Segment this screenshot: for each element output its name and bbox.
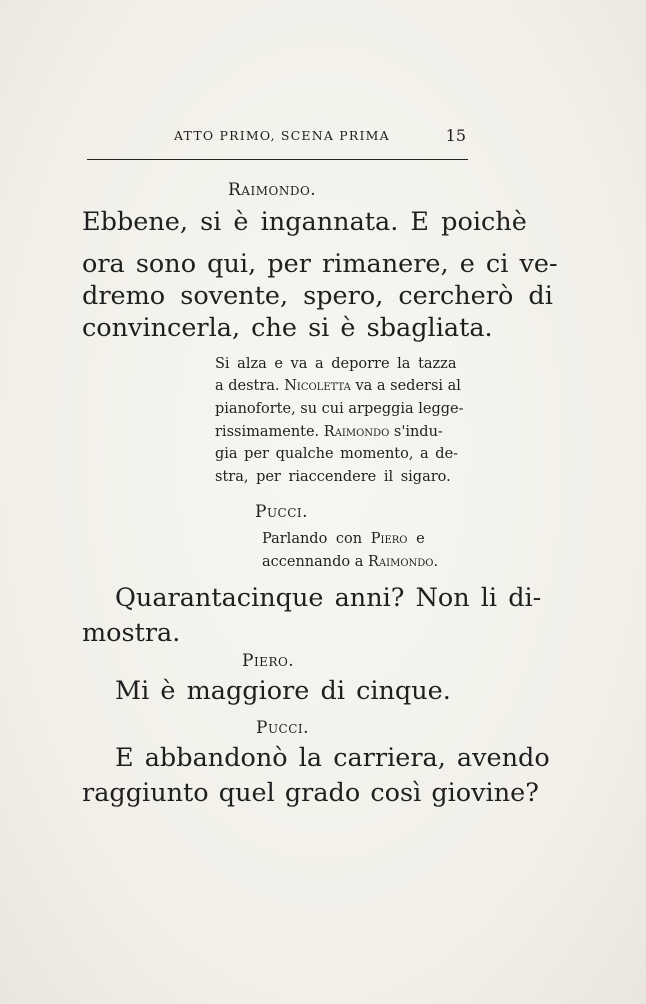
character-name: Piero — [370, 531, 408, 547]
stage-direction-line — [262, 532, 425, 547]
speech-line: ora sono qui, per rimanere, e ci ve- — [82, 249, 558, 279]
character-name: Raimondo. — [368, 554, 439, 570]
stage-text: va a sedersi al — [355, 378, 461, 394]
stage-text: accennando a — [262, 554, 364, 570]
running-header — [82, 128, 472, 150]
running-title: ATTO PRIMO, SCENA PRIMA — [174, 128, 390, 143]
speaker-name: Raimondo. — [228, 180, 317, 200]
speech-line: raggiunto quel grado così giovine? — [82, 778, 539, 808]
stage-direction-line — [215, 425, 443, 440]
stage-direction-line — [262, 555, 438, 570]
stage-text: s'indu- — [393, 424, 443, 440]
page-number: 15 — [445, 126, 466, 145]
speech-line: Mi è maggiore di cinque. — [115, 676, 451, 706]
speaker-name: Pucci. — [256, 718, 310, 738]
speaker-name: Pucci. — [255, 502, 309, 522]
stage-text: rissimamente. — [215, 424, 320, 440]
character-name: Nicoletta — [284, 378, 351, 394]
stage-direction-line: stra, per riaccendere il sigaro. — [215, 469, 451, 485]
speech-line: E abbandonò la carriera, avendo — [115, 743, 550, 773]
speaker-name: Piero. — [242, 651, 295, 671]
speech-line: Ebbene, si è ingannata. E poichè — [82, 207, 527, 237]
speech-line: mostra. — [82, 618, 181, 648]
speech-line: Quarantacinque anni? Non li di- — [115, 583, 542, 613]
stage-text: e — [416, 531, 425, 547]
stage-direction-line: gia per qualche momento, a de- — [215, 446, 459, 462]
speech-line: convincerla, che si è sbagliata. — [82, 313, 493, 343]
header-rule — [87, 159, 468, 160]
stage-direction-line: pianoforte, su cui arpeggia legge- — [215, 401, 464, 417]
stage-text: a destra. — [215, 378, 280, 394]
stage-direction-line — [215, 379, 461, 394]
character-name: Raimondo — [323, 424, 390, 440]
speech-line: dremo sovente, spero, cercherò di — [82, 281, 553, 311]
stage-direction-line: Si alza e va a deporre la tazza — [215, 356, 457, 372]
stage-text: Parlando con — [262, 531, 363, 547]
